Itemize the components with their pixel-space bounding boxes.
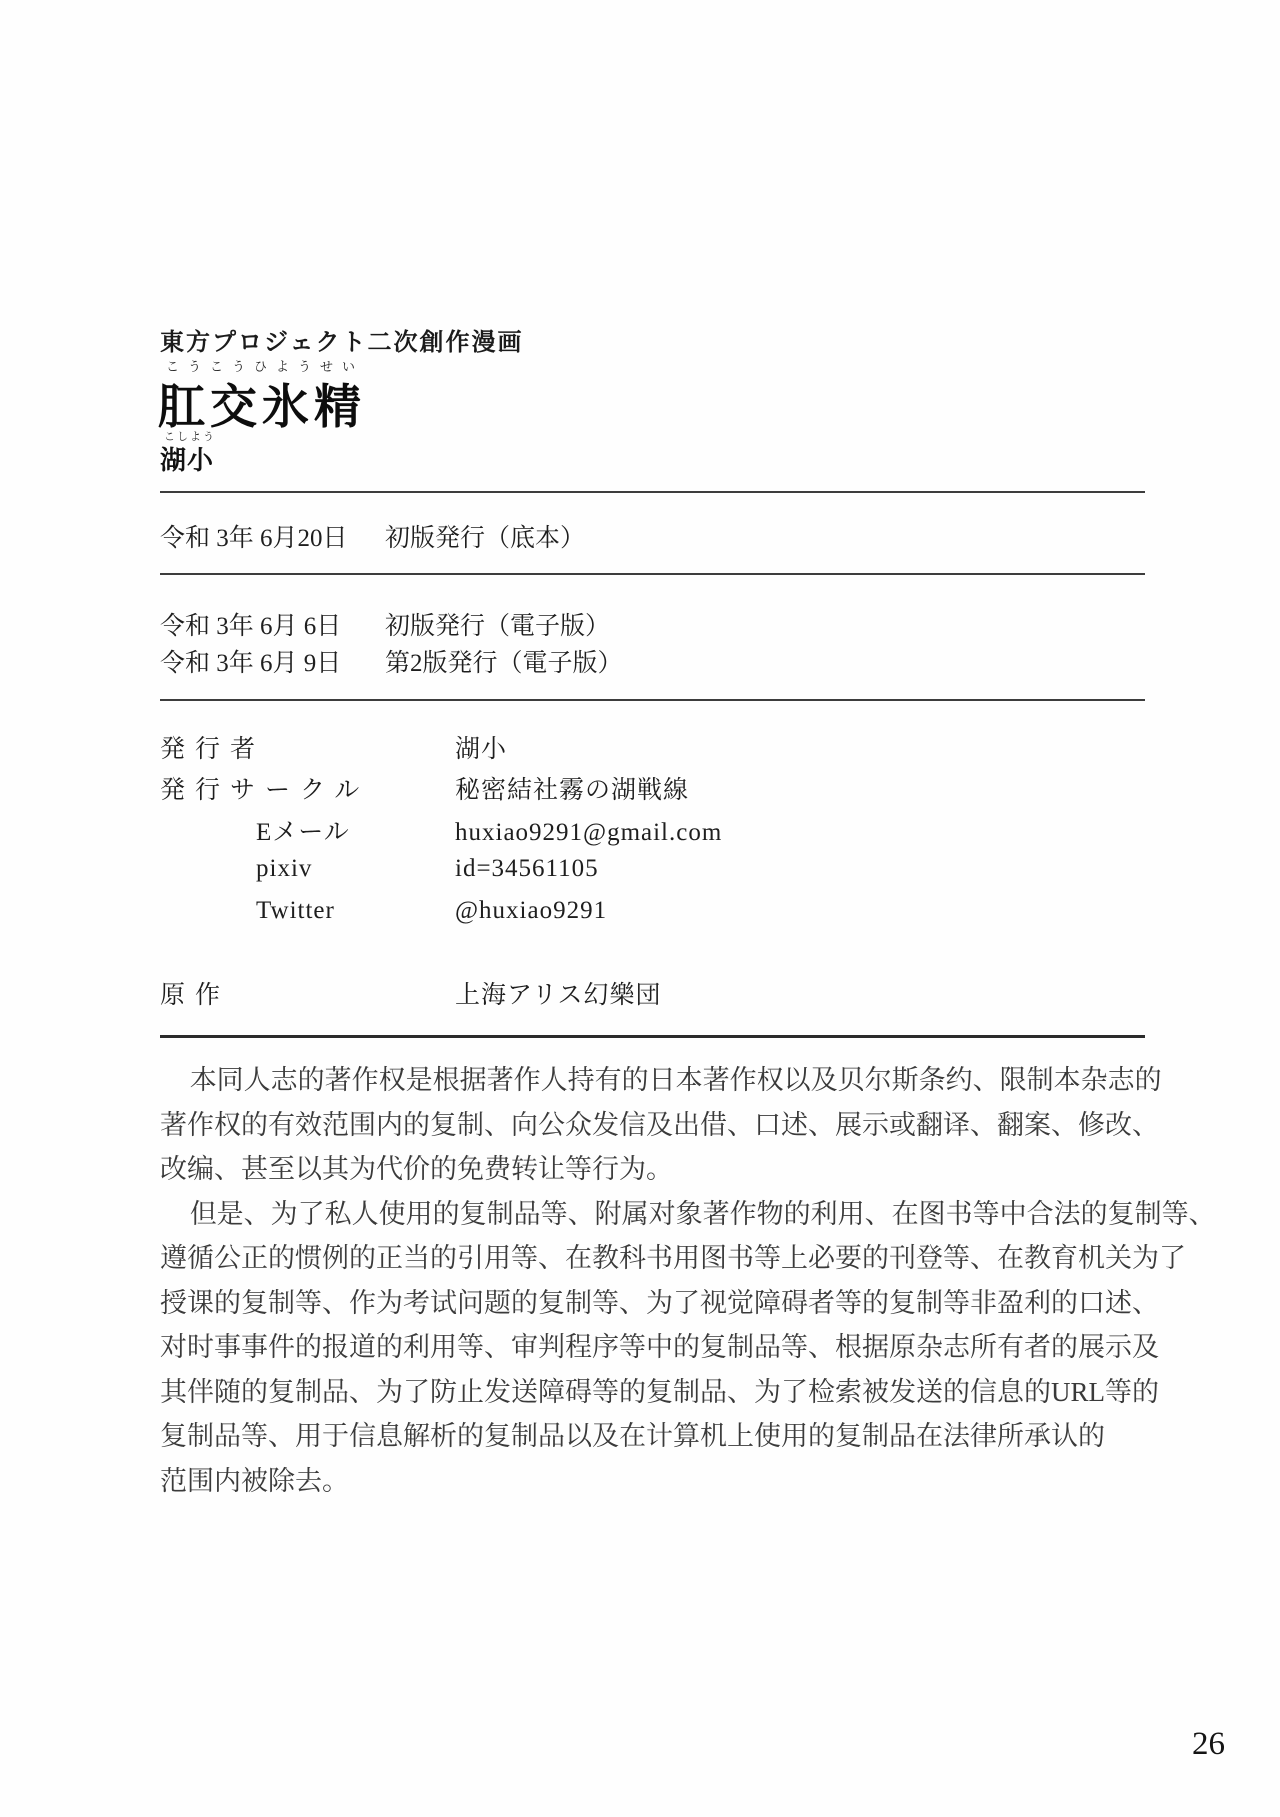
email-label: Eメール [256, 819, 350, 846]
publisher-value: 湖小 [455, 736, 508, 763]
circle-label: 発行サークル [160, 777, 370, 804]
copyright-line: 著作权的有效范围内的复制、向公众发信及出借、口述、展示或翻译、翻案、修改、 [160, 1109, 1159, 1140]
pixiv-label: pixiv [256, 855, 313, 882]
publisher-row [160, 729, 1145, 765]
author-name: 湖小 [160, 445, 215, 475]
divider-editions [160, 573, 1145, 575]
copyright-line: 本同人志的著作权是根据著作人持有的日本著作权以及贝尔斯条约、限制本杂志的 [189, 1065, 1162, 1095]
edition-label: 第2版発行（電子版） [385, 650, 623, 677]
email-row [160, 812, 1145, 848]
twitter-value: @huxiao9291 [455, 897, 608, 924]
original-work-row [160, 975, 1145, 1011]
copyright-line: 授课的复制等、作为考试问题的复制等、为了视觉障碍者等的复制等非盈利的口述、 [160, 1287, 1159, 1318]
book-title-ruby: こうこうひようせい [166, 359, 365, 374]
edition-date: 令和 3年 6月 9日 [160, 650, 342, 677]
copyright-notice [160, 1058, 1216, 1503]
circle-row [160, 770, 1145, 806]
series-title: 東方プロジェクト二次創作漫画 [160, 329, 524, 356]
publisher-label: 発行者 [160, 736, 266, 763]
book-title: 肛交氷精 [158, 380, 366, 433]
circle-value: 秘密結社霧の湖戦線 [455, 777, 690, 804]
copyright-line: 对时事事件的报道的利用等、审判程序等中的复制品等、根据原杂志所有者的展示及 [160, 1332, 1159, 1362]
original-work-value: 上海アリス幻樂団 [455, 982, 662, 1009]
copyright-line: 遵循公正的惯例的正当的引用等、在教科书用图书等上必要的刊登等、在教育机关为了 [160, 1243, 1186, 1273]
edition-date: 令和 3年 6月20日 [160, 525, 348, 552]
divider-top [160, 491, 1145, 493]
edition-label: 初版発行（電子版） [385, 613, 611, 640]
edition-row-print [160, 518, 1145, 554]
divider-copyright [160, 1035, 1145, 1038]
edition-date: 令和 3年 6月 6日 [160, 613, 342, 640]
page-number: 26 [1192, 1726, 1225, 1762]
divider-publication [160, 699, 1145, 701]
copyright-line: 其伴随的复制品、为了防止发送障碍等的复制品、为了检索被发送的信息的URL等的 [160, 1376, 1159, 1407]
email-value: huxiao9291@gmail.com [455, 819, 723, 846]
copyright-line: 范围内被除去。 [160, 1465, 349, 1496]
edition-label: 初版発行（底本） [385, 525, 586, 552]
copyright-line: 复制品等、用于信息解析的复制品以及在计算机上使用的复制品在法律所承认的 [160, 1421, 1105, 1451]
pixiv-row [160, 855, 1145, 883]
pixiv-value: id=34561105 [455, 855, 599, 882]
original-work-label: 原作 [160, 982, 231, 1009]
twitter-label: Twitter [256, 897, 335, 924]
author-name-ruby: こしよう [164, 431, 216, 443]
copyright-line: 改编、甚至以其为代价的免费转让等行为。 [160, 1154, 673, 1184]
twitter-row [160, 897, 1145, 925]
edition-row-digital-1 [160, 606, 1145, 642]
edition-row-digital-2 [160, 643, 1145, 679]
copyright-line: 但是、为了私人使用的复制品等、附属对象著作物的利用、在图书等中合法的复制等、 [189, 1198, 1216, 1229]
